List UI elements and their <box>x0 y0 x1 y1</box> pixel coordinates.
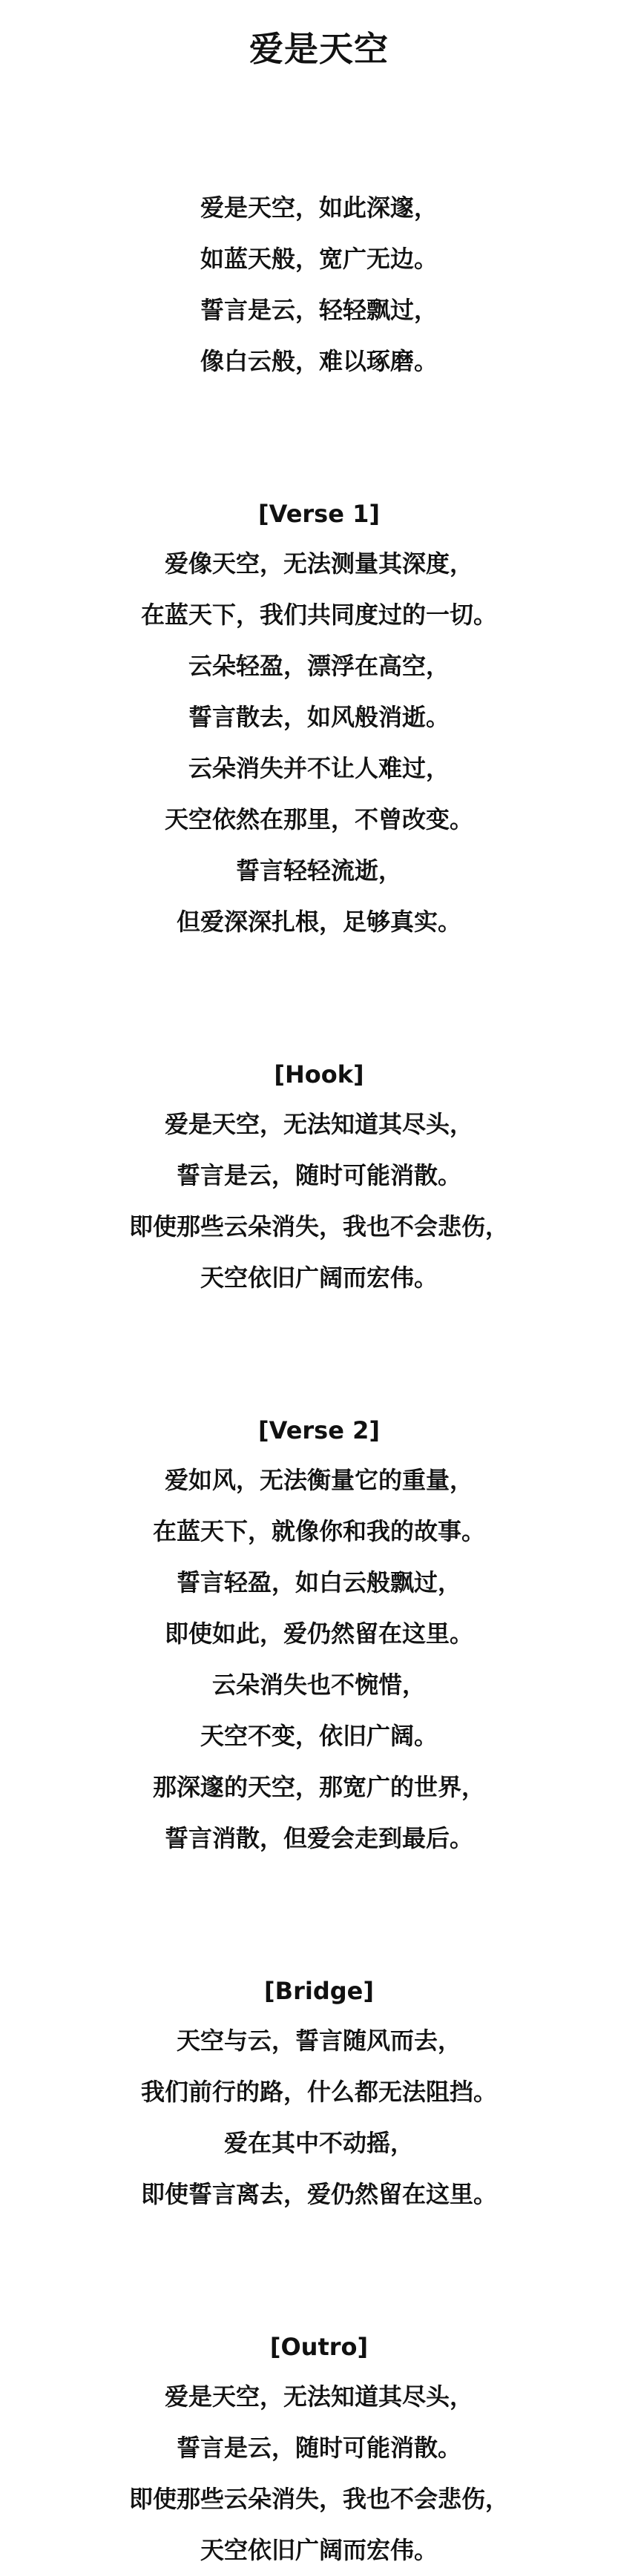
lyrics-section <box>0 489 638 948</box>
lyric-line: 即使如此，爱仍然留在这里。 <box>164 1619 473 1648</box>
lyrics-section <box>0 1050 638 1304</box>
section-label: [Outro] <box>269 2333 369 2361</box>
lyric-line: 誓言轻轻流逝， <box>235 856 402 885</box>
lyric-line: 像白云般，难以琢磨。 <box>200 347 438 375</box>
lyric-line: 誓言消散，但爱会走到最后。 <box>164 1824 473 1852</box>
lyrics-section <box>0 182 638 387</box>
lyric-line: 云朵轻盈，漂浮在高空， <box>188 652 450 680</box>
lyric-line: 爱在其中不动摇， <box>223 2129 414 2157</box>
lyric-line: 爱如风，无法衡量它的重量， <box>164 1466 473 1494</box>
lyric-line: 天空不变，依旧广阔。 <box>200 1722 438 1750</box>
lyric-line: 爱像天空，无法测量其深度， <box>164 549 473 578</box>
lyric-line: 爱是天空，无法知道其尽头， <box>164 1110 473 1138</box>
lyric-line: 誓言轻盈，如白云般飘过， <box>176 1568 461 1596</box>
lyric-line: 云朵消失并不让人难过， <box>188 754 450 782</box>
lyric-line: 在蓝天下，我们共同度过的一切。 <box>140 601 497 629</box>
section-label: [Hook] <box>274 1060 364 1089</box>
lyric-line: 爱是天空，如此深邃， <box>200 194 438 222</box>
lyric-line: 即使那些云朵消失，我也不会悲伤， <box>128 1212 509 1241</box>
lyrics-section <box>0 1406 638 1864</box>
lyrics-body <box>0 182 638 2576</box>
lyric-line: 誓言是云，轻轻飘过， <box>200 296 438 324</box>
lyrics-section <box>0 2322 638 2576</box>
lyric-line: 即使誓言离去，爱仍然留在这里。 <box>140 2180 497 2208</box>
lyrics-section <box>0 1966 638 2220</box>
lyric-line: 那深邃的天空，那宽广的世界， <box>152 1773 485 1801</box>
lyric-line: 即使那些云朵消失，我也不会悲伤， <box>128 2485 509 2513</box>
lyric-line: 天空依旧广阔而宏伟。 <box>200 1264 438 1292</box>
lyric-line: 云朵消失也不惋惜， <box>211 1671 426 1699</box>
lyric-line: 誓言散去，如风般消逝。 <box>188 703 450 731</box>
lyric-line: 天空依然在那里，不曾改变。 <box>164 805 473 833</box>
section-label: [Verse 1] <box>258 500 380 528</box>
lyric-line: 誓言是云，随时可能消散。 <box>176 1161 461 1189</box>
song-title: 爱是天空 <box>249 29 389 69</box>
lyric-line: 天空与云，誓言随风而去， <box>176 2027 461 2055</box>
lyric-line: 誓言是云，随时可能消散。 <box>176 2434 461 2462</box>
lyric-line: 我们前行的路，什么都无法阻挡。 <box>140 2078 497 2106</box>
lyric-line: 但爱深深扎根，足够真实。 <box>176 908 461 936</box>
lyric-line: 爱是天空，无法知道其尽头， <box>164 2382 473 2411</box>
section-label: [Verse 2] <box>258 1416 380 1444</box>
section-label: [Bridge] <box>264 1977 374 2005</box>
lyric-line: 天空依旧广阔而宏伟。 <box>200 2536 438 2564</box>
lyric-line: 在蓝天下，就像你和我的故事。 <box>152 1517 485 1545</box>
lyric-line: 如蓝天般，宽广无边。 <box>200 245 438 273</box>
